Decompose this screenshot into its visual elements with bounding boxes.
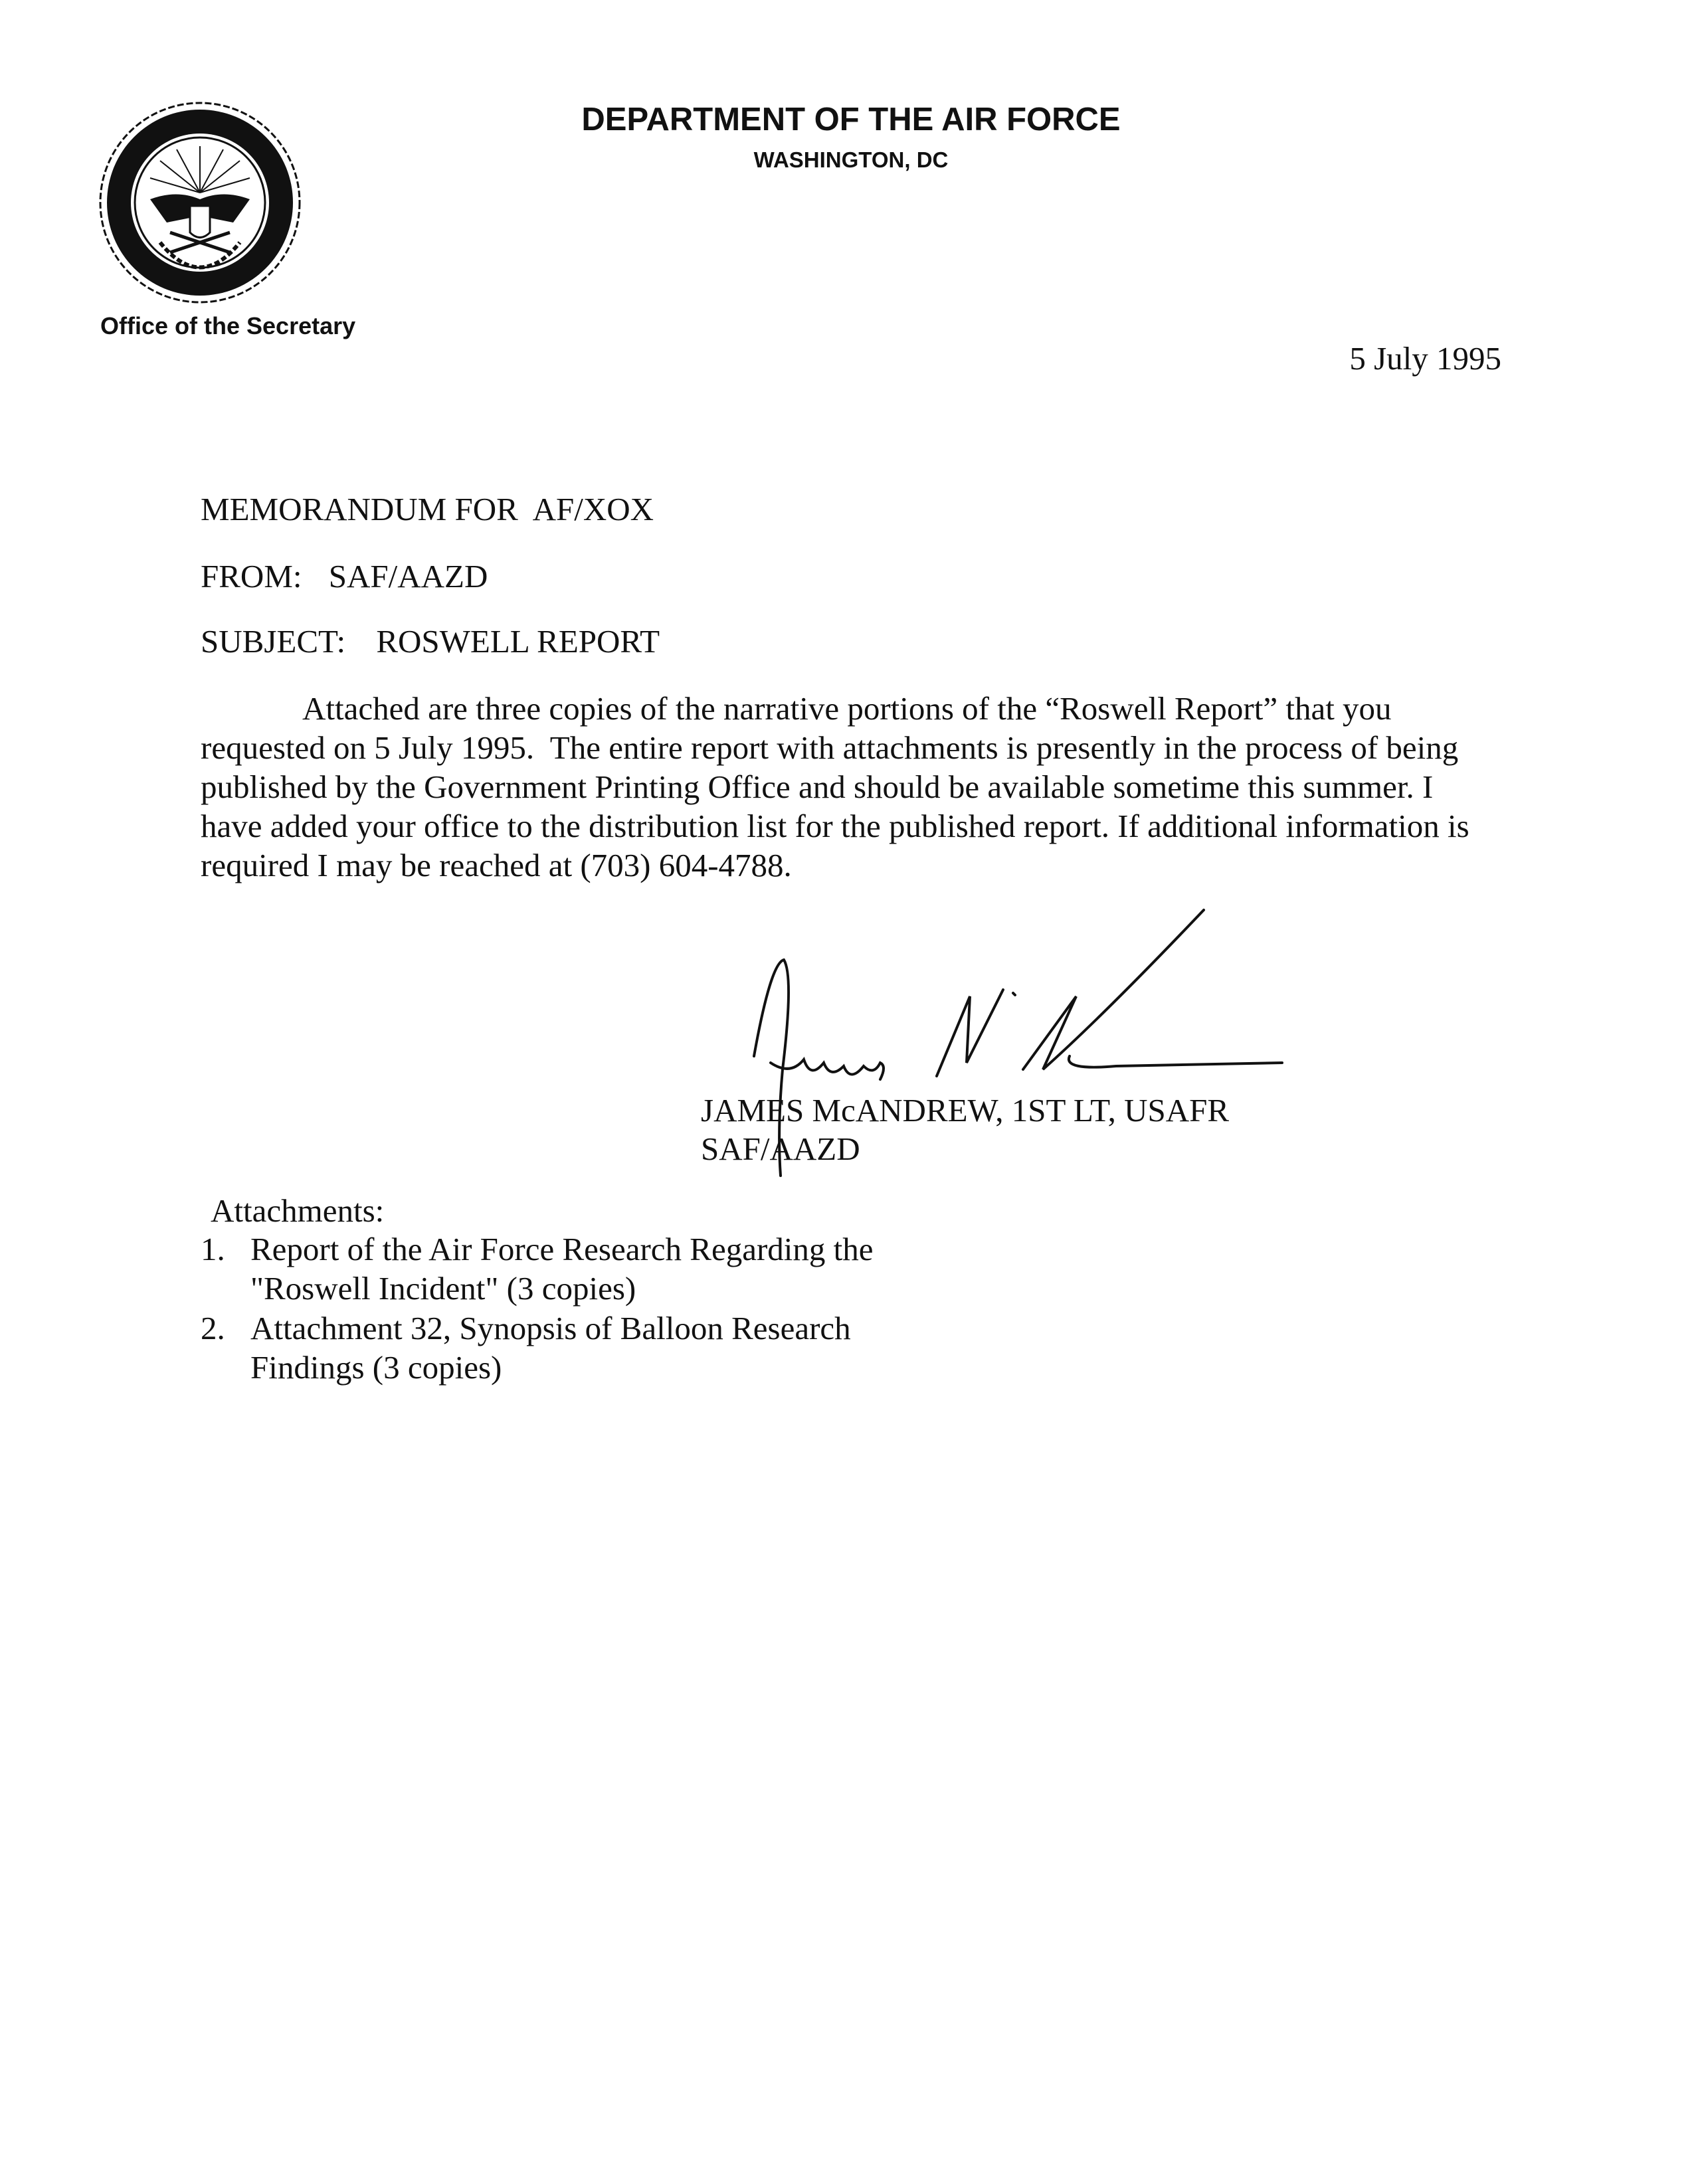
- attachment-line: Findings (3 copies): [250, 1349, 502, 1386]
- body-line: have added your office to the distribution list for the published report. If additional information is: [201, 808, 1469, 844]
- body-line: Attached are three copies of the narrative portions of the “Roswell Report” that you: [302, 690, 1392, 727]
- signer-name: JAMES McANDREW, 1ST LT, USAFR: [701, 1092, 1230, 1129]
- attachments-heading: Attachments:: [211, 1192, 385, 1229]
- subject-value: ROSWELL REPORT: [376, 623, 660, 660]
- attachment-number: 1.: [201, 1231, 225, 1267]
- attachment-line: Attachment 32, Synopsis of Balloon Research: [250, 1310, 851, 1346]
- memo-date: 5 July 1995: [1349, 340, 1501, 377]
- attachment-line: Report of the Air Force Research Regarding the: [250, 1231, 874, 1267]
- memo-from-line: [201, 560, 488, 592]
- signer-office: SAF/AAZD: [701, 1131, 860, 1167]
- office-of-secretary: Office of the Secretary: [100, 312, 356, 339]
- body-line: requested on 5 July 1995. The entire report with attachments is presently in the process of being: [201, 729, 1459, 766]
- memo-for-line: MEMORANDUM FOR AF/XOX: [201, 491, 654, 527]
- memo-subject-line: [201, 625, 660, 658]
- body-line: required I may be reached at (703) 604-4788.: [201, 847, 792, 883]
- body-line: published by the Government Printing Office and should be available sometime this summer. I: [201, 769, 1434, 805]
- letterhead-location: WASHINGTON, DC: [753, 147, 949, 172]
- from-value: SAF/AAZD: [328, 558, 488, 594]
- attachment-line: "Roswell Incident" (3 copies): [250, 1270, 636, 1307]
- letterhead-title: DEPARTMENT OF THE AIR FORCE: [581, 102, 1121, 137]
- attachment-number: 2.: [201, 1310, 225, 1346]
- from-label: FROM:: [201, 558, 302, 594]
- subject-label: SUBJECT:: [201, 623, 346, 660]
